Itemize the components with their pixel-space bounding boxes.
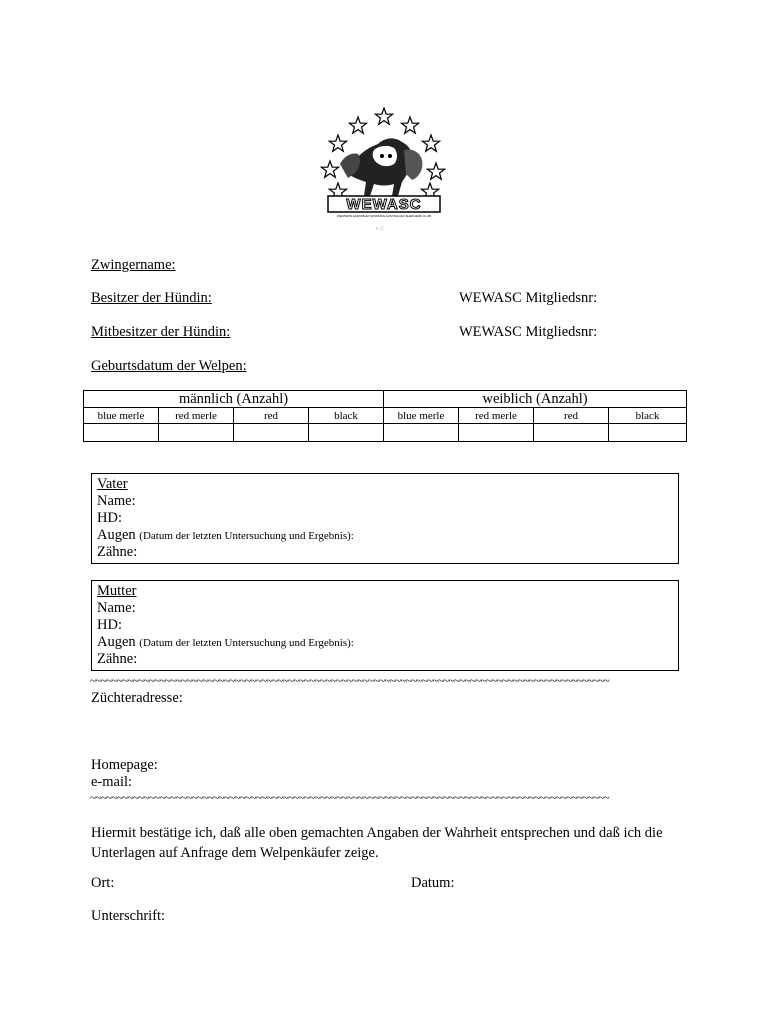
male-count-cell[interactable]: [159, 424, 234, 442]
father-eyes-label: Augen: [97, 527, 136, 543]
father-eyes-note: (Datum der letzten Untersuchung und Ergebnis):: [139, 530, 354, 542]
father-hd-label: HD:: [97, 510, 122, 526]
litter-table: [83, 390, 687, 442]
star-icon: [375, 108, 392, 124]
star-icon: [329, 135, 346, 151]
dog-icon: [340, 138, 422, 196]
star-icon: [321, 161, 338, 177]
female-count-cell[interactable]: [459, 424, 534, 442]
logo-graphic: [318, 104, 450, 226]
coowner-label: Mitbesitzer der Hündin:: [91, 324, 231, 340]
homepage-label: Homepage:: [91, 757, 158, 773]
female-count-cell[interactable]: [384, 424, 459, 442]
mother-hd-label: HD:: [97, 617, 122, 633]
father-teeth-label: Zähne:: [97, 544, 138, 560]
male-count-cell[interactable]: [84, 424, 159, 442]
father-eyes-row: [97, 527, 354, 545]
mother-eyes-row: [97, 634, 354, 652]
separator-line: ~~~~~~~~~~~~~~~~~~~~~~~~~~~~~~~~~~~~~~~~~~~~~~~~~~~~~~~~~~~~~~~~~~~~~~~~~~~~~~~~~~~~~~~~~~~~~~~~~: [90, 793, 610, 803]
father-name-label: Name:: [97, 493, 136, 509]
birthdate-label: Geburtsdatum der Welpen:: [91, 358, 247, 374]
female-color-header: black: [609, 408, 687, 424]
star-icon: [422, 135, 439, 151]
coowner-member-number-label: WEWASC Mitgliedsnr:: [459, 324, 598, 340]
star-icon: [349, 117, 366, 133]
mother-eyes-label: Augen: [97, 634, 136, 650]
place-label: Ort:: [91, 875, 115, 891]
male-count-header: männlich (Anzahl): [84, 391, 384, 408]
signature-label: Unterschrift:: [91, 908, 166, 924]
breeder-address-label: Züchteradresse:: [91, 690, 183, 706]
male-color-header: red merle: [159, 408, 234, 424]
email-label: e-mail:: [91, 774, 133, 790]
separator-line: ~~~~~~~~~~~~~~~~~~~~~~~~~~~~~~~~~~~~~~~~~~~~~~~~~~~~~~~~~~~~~~~~~~~~~~~~~~~~~~~~~~~~~~~~~~~~~~~~~: [90, 676, 610, 686]
female-count-cell[interactable]: [609, 424, 687, 442]
mother-eyes-note: (Datum der letzten Untersuchung und Ergebnis):: [139, 637, 354, 649]
male-color-header: blue merle: [84, 408, 159, 424]
female-count-cell[interactable]: [534, 424, 609, 442]
wewasc-logo: [318, 104, 450, 226]
female-color-header: red: [534, 408, 609, 424]
logo-brand-text: WEWASC: [346, 196, 422, 213]
owner-member-number-label: WEWASC Mitgliedsnr:: [459, 290, 598, 306]
female-count-header: weiblich (Anzahl): [384, 391, 687, 408]
kennel-name-label: Zwingername:: [91, 257, 176, 273]
male-color-header: red: [234, 408, 309, 424]
male-count-cell[interactable]: [309, 424, 384, 442]
male-count-cell[interactable]: [234, 424, 309, 442]
female-color-header: red merle: [459, 408, 534, 424]
star-icon: [427, 163, 444, 179]
logo-caption: e.V.: [376, 226, 385, 232]
logo-tagline-text: WESTERN EUROPEAN WORKING AUSTRALIAN SHEPHERD CLUB: [336, 214, 432, 218]
male-color-header: black: [309, 408, 384, 424]
father-title: Vater: [97, 476, 128, 492]
mother-name-label: Name:: [97, 600, 136, 616]
date-label: Datum:: [411, 875, 455, 891]
declaration-text: Hiermit bestätige ich, daß alle oben gemachten Angaben der Wahrheit entsprechen und daß ich die Unterlagen auf Anfrage dem Welpenkäufer zeige.: [91, 825, 663, 861]
mother-teeth-label: Zähne:: [97, 651, 138, 667]
owner-label: Besitzer der Hündin:: [91, 290, 212, 306]
female-color-header: blue merle: [384, 408, 459, 424]
star-icon: [401, 117, 418, 133]
father-section: [91, 473, 679, 564]
mother-section: [91, 580, 679, 671]
mother-title: Mutter: [97, 583, 137, 599]
